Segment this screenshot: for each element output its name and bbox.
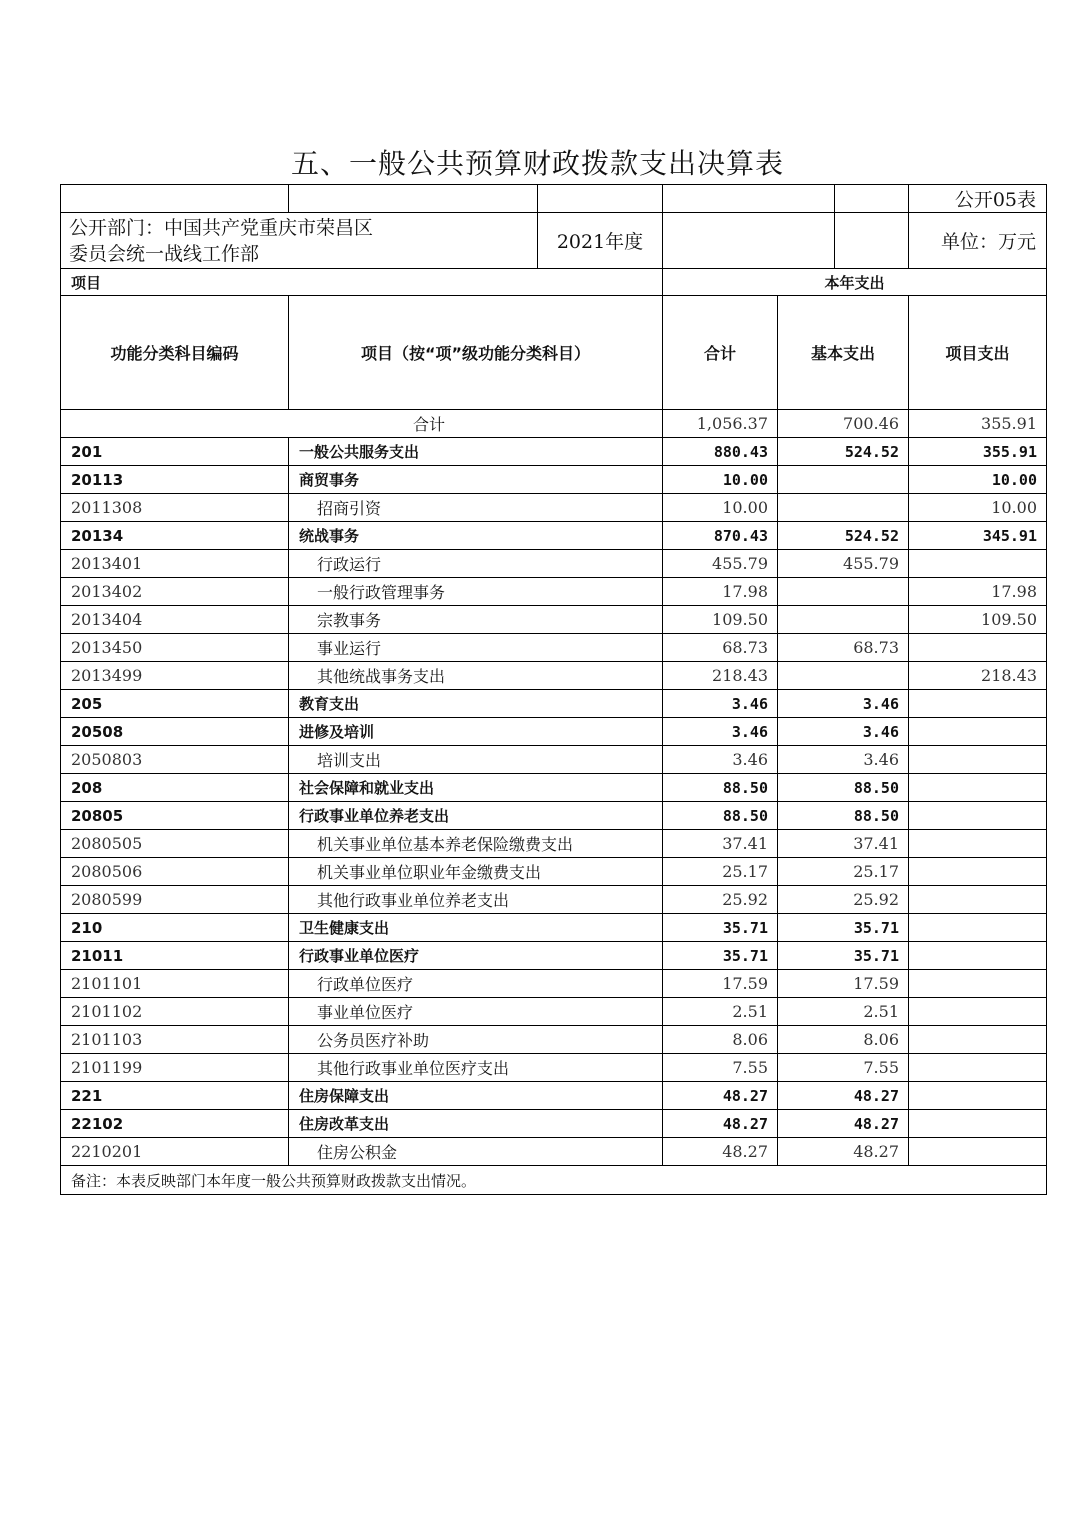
row-code: 205	[61, 690, 289, 718]
row-project	[909, 942, 1047, 970]
table-row	[61, 746, 1047, 774]
row-basic: 25.92	[778, 886, 909, 914]
row-code: 2210201	[61, 1138, 289, 1166]
row-total: 48.27	[663, 1138, 778, 1166]
row-total: 35.71	[663, 914, 778, 942]
table-row	[61, 578, 1047, 606]
row-basic: 3.46	[778, 718, 909, 746]
row-total: 3.46	[663, 746, 778, 774]
row-basic: 88.50	[778, 774, 909, 802]
section-header-row	[61, 269, 1047, 296]
row-project	[909, 774, 1047, 802]
table-row	[61, 662, 1047, 690]
table-row	[61, 522, 1047, 550]
row-basic	[778, 662, 909, 690]
row-name: 机关事业单位职业年金缴费支出	[289, 858, 663, 886]
row-project	[909, 858, 1047, 886]
table-row	[61, 718, 1047, 746]
row-project	[909, 830, 1047, 858]
row-code: 210	[61, 914, 289, 942]
row-total: 88.50	[663, 802, 778, 830]
row-name: 一般行政管理事务	[289, 578, 663, 606]
row-basic: 7.55	[778, 1054, 909, 1082]
row-code: 2050803	[61, 746, 289, 774]
column-header-row	[61, 296, 1047, 410]
row-total: 48.27	[663, 1082, 778, 1110]
row-basic: 48.27	[778, 1138, 909, 1166]
row-total: 25.92	[663, 886, 778, 914]
row-code: 20113	[61, 466, 289, 494]
row-total: 109.50	[663, 606, 778, 634]
row-project	[909, 550, 1047, 578]
section-item: 项目	[61, 269, 663, 296]
row-total: 2.51	[663, 998, 778, 1026]
row-total: 17.59	[663, 970, 778, 998]
row-total: 88.50	[663, 774, 778, 802]
row-project: 10.00	[909, 494, 1047, 522]
unit-label: 单位：万元	[909, 213, 1047, 269]
total-basic: 700.46	[778, 410, 909, 438]
row-project	[909, 970, 1047, 998]
total-project: 355.91	[909, 410, 1047, 438]
row-basic: 524.52	[778, 438, 909, 466]
row-name: 一般公共服务支出	[289, 438, 663, 466]
footnote: 备注：本表反映部门本年度一般公共预算财政拨款支出情况。	[61, 1166, 1047, 1195]
table-row	[61, 886, 1047, 914]
table-row	[61, 1082, 1047, 1110]
row-code: 2013401	[61, 550, 289, 578]
row-total: 35.71	[663, 942, 778, 970]
col-project-header: 项目支出	[909, 296, 1047, 410]
row-name: 商贸事务	[289, 466, 663, 494]
row-project	[909, 1026, 1047, 1054]
row-basic: 8.06	[778, 1026, 909, 1054]
row-project	[909, 1110, 1047, 1138]
row-name: 进修及培训	[289, 718, 663, 746]
row-code: 22102	[61, 1110, 289, 1138]
row-total: 25.17	[663, 858, 778, 886]
fiscal-year: 2021年度	[538, 213, 663, 269]
table-id: 公开05表	[909, 185, 1047, 213]
row-code: 2080506	[61, 858, 289, 886]
row-name: 行政运行	[289, 550, 663, 578]
table-row	[61, 690, 1047, 718]
table-row	[61, 634, 1047, 662]
table-row	[61, 494, 1047, 522]
row-code: 20134	[61, 522, 289, 550]
table-id-row	[61, 185, 1047, 213]
row-basic: 2.51	[778, 998, 909, 1026]
row-name: 其他行政事业单位养老支出	[289, 886, 663, 914]
col-total-header: 合计	[663, 296, 778, 410]
table-row	[61, 1138, 1047, 1166]
row-name: 事业单位医疗	[289, 998, 663, 1026]
row-basic: 35.71	[778, 914, 909, 942]
row-basic	[778, 578, 909, 606]
row-name: 招商引资	[289, 494, 663, 522]
row-project: 10.00	[909, 466, 1047, 494]
table-row	[61, 942, 1047, 970]
footnote-row	[61, 1166, 1047, 1195]
row-basic: 455.79	[778, 550, 909, 578]
row-project	[909, 1082, 1047, 1110]
row-total: 10.00	[663, 494, 778, 522]
total-row	[61, 410, 1047, 438]
table-row	[61, 606, 1047, 634]
row-name: 社会保障和就业支出	[289, 774, 663, 802]
row-project	[909, 746, 1047, 774]
col-code-header: 功能分类科目编码	[61, 296, 289, 410]
row-code: 21011	[61, 942, 289, 970]
row-code: 2011308	[61, 494, 289, 522]
table-row	[61, 914, 1047, 942]
row-code: 2101103	[61, 1026, 289, 1054]
row-total: 17.98	[663, 578, 778, 606]
row-name: 行政单位医疗	[289, 970, 663, 998]
row-total: 870.43	[663, 522, 778, 550]
row-basic: 3.46	[778, 690, 909, 718]
row-total: 3.46	[663, 718, 778, 746]
row-code: 2101199	[61, 1054, 289, 1082]
row-project	[909, 1138, 1047, 1166]
row-basic: 25.17	[778, 858, 909, 886]
row-total: 455.79	[663, 550, 778, 578]
total-sum: 1,056.37	[663, 410, 778, 438]
row-project: 355.91	[909, 438, 1047, 466]
col-name-header: 项目（按“项”级功能分类科目）	[289, 296, 663, 410]
row-basic: 524.52	[778, 522, 909, 550]
row-name: 教育支出	[289, 690, 663, 718]
row-code: 2013404	[61, 606, 289, 634]
row-project	[909, 802, 1047, 830]
row-project: 109.50	[909, 606, 1047, 634]
row-code: 221	[61, 1082, 289, 1110]
row-project	[909, 718, 1047, 746]
row-code: 2013499	[61, 662, 289, 690]
row-code: 2101101	[61, 970, 289, 998]
row-project	[909, 914, 1047, 942]
row-project: 17.98	[909, 578, 1047, 606]
row-name: 住房改革支出	[289, 1110, 663, 1138]
expenditure-table	[60, 184, 1047, 1195]
row-name: 公务员医疗补助	[289, 1026, 663, 1054]
row-total: 218.43	[663, 662, 778, 690]
section-expense: 本年支出	[663, 269, 1047, 296]
row-project: 345.91	[909, 522, 1047, 550]
row-name: 其他行政事业单位医疗支出	[289, 1054, 663, 1082]
row-name: 行政事业单位养老支出	[289, 802, 663, 830]
row-basic: 17.59	[778, 970, 909, 998]
table-row	[61, 830, 1047, 858]
row-total: 880.43	[663, 438, 778, 466]
row-name: 机关事业单位基本养老保险缴费支出	[289, 830, 663, 858]
table-row	[61, 1054, 1047, 1082]
table-row	[61, 802, 1047, 830]
row-total: 48.27	[663, 1110, 778, 1138]
row-code: 201	[61, 438, 289, 466]
row-name: 其他统战事务支出	[289, 662, 663, 690]
row-project	[909, 634, 1047, 662]
row-code: 2013450	[61, 634, 289, 662]
row-total: 10.00	[663, 466, 778, 494]
table-row	[61, 1026, 1047, 1054]
row-project	[909, 1054, 1047, 1082]
row-total: 37.41	[663, 830, 778, 858]
row-name: 住房保障支出	[289, 1082, 663, 1110]
row-basic: 3.46	[778, 746, 909, 774]
row-project	[909, 998, 1047, 1026]
table-row	[61, 550, 1047, 578]
row-basic: 88.50	[778, 802, 909, 830]
table-row	[61, 774, 1047, 802]
row-code: 20508	[61, 718, 289, 746]
total-label: 合计	[61, 410, 663, 438]
department-cell	[61, 213, 538, 269]
table-row	[61, 466, 1047, 494]
row-total: 3.46	[663, 690, 778, 718]
row-code: 2080505	[61, 830, 289, 858]
row-name: 事业运行	[289, 634, 663, 662]
row-code: 20805	[61, 802, 289, 830]
table-row	[61, 998, 1047, 1026]
row-project	[909, 690, 1047, 718]
row-basic: 48.27	[778, 1110, 909, 1138]
row-name: 宗教事务	[289, 606, 663, 634]
table-row	[61, 970, 1047, 998]
table-row	[61, 438, 1047, 466]
table-row	[61, 858, 1047, 886]
row-basic	[778, 494, 909, 522]
page-title: 五、一般公共预算财政拨款支出决算表	[290, 147, 784, 180]
row-name: 统战事务	[289, 522, 663, 550]
row-basic: 35.71	[778, 942, 909, 970]
row-basic: 48.27	[778, 1082, 909, 1110]
row-basic: 68.73	[778, 634, 909, 662]
table-row	[61, 1110, 1047, 1138]
row-basic	[778, 466, 909, 494]
row-name: 卫生健康支出	[289, 914, 663, 942]
row-project	[909, 886, 1047, 914]
col-basic-header: 基本支出	[778, 296, 909, 410]
row-code: 208	[61, 774, 289, 802]
row-basic: 37.41	[778, 830, 909, 858]
row-name: 住房公积金	[289, 1138, 663, 1166]
row-code: 2080599	[61, 886, 289, 914]
row-total: 7.55	[663, 1054, 778, 1082]
row-code: 2101102	[61, 998, 289, 1026]
row-name: 行政事业单位医疗	[289, 942, 663, 970]
department-line-2: 委员会统一战线工作部	[69, 242, 260, 265]
row-total: 8.06	[663, 1026, 778, 1054]
department-row	[61, 213, 1047, 269]
row-code: 2013402	[61, 578, 289, 606]
department-line-1: 公开部门：中国共产党重庆市荣昌区	[69, 216, 374, 239]
row-project: 218.43	[909, 662, 1047, 690]
row-name: 培训支出	[289, 746, 663, 774]
row-basic	[778, 606, 909, 634]
row-total: 68.73	[663, 634, 778, 662]
